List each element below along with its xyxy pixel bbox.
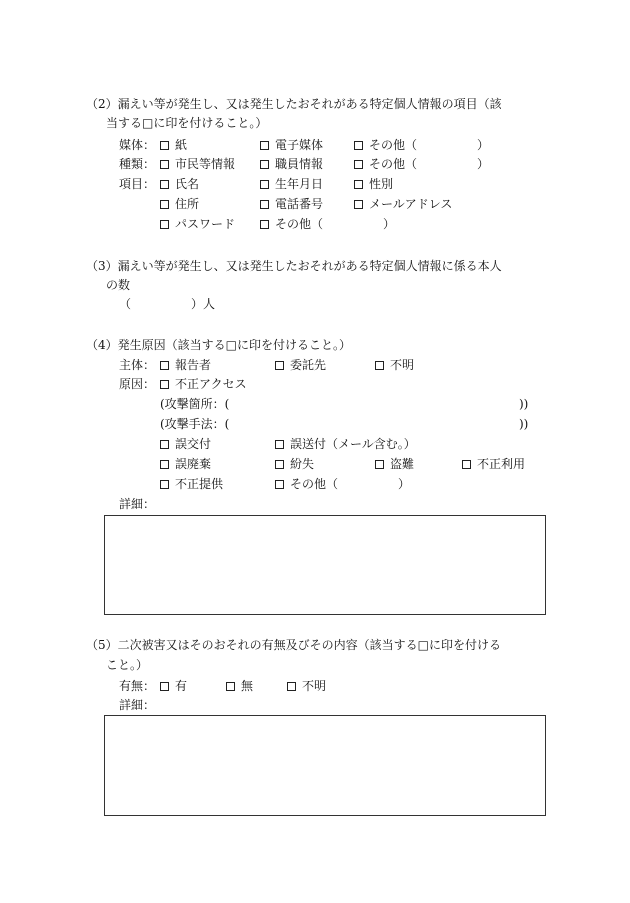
presence-option-unknown[interactable]: 不明 [287, 679, 326, 693]
section-5-detail-textarea[interactable] [104, 715, 546, 816]
checkbox-icon[interactable] [375, 460, 384, 469]
item-option-other[interactable]: その他（ ） [260, 217, 395, 231]
section-2-heading: （2）漏えい等が発生し、又は発生したおそれがある特定個人情報の項目（該 [86, 97, 502, 111]
checkbox-icon[interactable] [354, 160, 363, 169]
section-3-heading: （3）漏えい等が発生し、又は発生したおそれがある特定個人情報に係る本人 [86, 259, 502, 273]
person-count-field[interactable]: （ ）人 [119, 297, 216, 311]
item-option-name[interactable]: 氏名 [160, 177, 199, 191]
checkbox-icon[interactable] [160, 141, 169, 150]
section-2-heading-cont: 当する□に印を付けること。） [106, 116, 268, 130]
actor-option-unknown[interactable]: 不明 [375, 358, 414, 372]
checkbox-icon[interactable] [354, 141, 363, 150]
section-4-detail-label: 詳細： [119, 497, 156, 511]
checkbox-icon[interactable] [160, 200, 169, 209]
cause-option-wrong-disposal[interactable]: 誤廃棄 [160, 457, 211, 471]
section-5-detail-label: 詳細： [119, 698, 156, 712]
checkbox-icon[interactable] [354, 180, 363, 189]
checkbox-icon[interactable] [260, 180, 269, 189]
item-label: 項目： [119, 177, 156, 191]
checkbox-icon[interactable] [160, 460, 169, 469]
cause-label: 原因： [119, 377, 156, 391]
checkbox-icon[interactable] [160, 220, 169, 229]
type-option-other[interactable]: その他（ ） [354, 157, 489, 171]
cause-option-unauthorized-provision[interactable]: 不正提供 [160, 477, 223, 491]
attack-method-close: )) [519, 417, 529, 431]
checkbox-icon[interactable] [375, 361, 384, 370]
presence-option-yes[interactable]: 有 [160, 679, 187, 693]
cause-option-misuse[interactable]: 不正利用 [462, 457, 525, 471]
media-option-other[interactable]: その他（ ） [354, 138, 489, 152]
item-option-email[interactable]: メールアドレス [354, 197, 452, 211]
checkbox-icon[interactable] [260, 141, 269, 150]
checkbox-icon[interactable] [354, 200, 363, 209]
checkbox-icon[interactable] [160, 440, 169, 449]
section-5-heading: （5）二次被害又はそのおそれの有無及びその内容（該当する□に印を付ける [86, 638, 501, 652]
media-option-electronic[interactable]: 電子媒体 [260, 138, 323, 152]
section-4-detail-textarea[interactable] [104, 515, 546, 615]
cause-option-unauthorized-access[interactable]: 不正アクセス [160, 377, 247, 391]
actor-option-contractor[interactable]: 委託先 [275, 358, 326, 372]
checkbox-icon[interactable] [275, 460, 284, 469]
actor-label: 主体： [119, 358, 156, 372]
presence-label: 有無： [119, 679, 156, 693]
presence-option-no[interactable]: 無 [226, 679, 253, 693]
attack-location-label[interactable]: (攻撃箇所：( [160, 397, 230, 411]
checkbox-icon[interactable] [160, 361, 169, 370]
section-3-heading-cont: の数 [106, 278, 131, 292]
attack-location-close: )) [519, 397, 529, 411]
checkbox-icon[interactable] [287, 682, 296, 691]
type-option-citizen[interactable]: 市民等情報 [160, 157, 235, 171]
checkbox-icon[interactable] [275, 440, 284, 449]
checkbox-icon[interactable] [160, 160, 169, 169]
media-label: 媒体： [119, 138, 156, 152]
item-option-gender[interactable]: 性別 [354, 177, 393, 191]
actor-option-reporter[interactable]: 報告者 [160, 358, 211, 372]
cause-option-wrong-delivery[interactable]: 誤交付 [160, 437, 211, 451]
item-option-phone[interactable]: 電話番号 [260, 197, 323, 211]
media-option-paper[interactable]: 紙 [160, 138, 187, 152]
checkbox-icon[interactable] [260, 220, 269, 229]
checkbox-icon[interactable] [462, 460, 471, 469]
checkbox-icon[interactable] [226, 682, 235, 691]
cause-option-theft[interactable]: 盗難 [375, 457, 414, 471]
checkbox-icon[interactable] [160, 380, 169, 389]
checkbox-icon[interactable] [260, 160, 269, 169]
checkbox-icon[interactable] [275, 361, 284, 370]
section-5-heading-cont: こと。） [106, 658, 149, 672]
attack-method-label[interactable]: (攻撃手法：( [160, 417, 230, 431]
cause-option-wrong-sending[interactable]: 誤送付（メール含む。） [275, 437, 416, 451]
item-option-password[interactable]: パスワード [160, 217, 235, 231]
cause-option-other[interactable]: その他（ ） [275, 477, 410, 491]
type-label: 種類： [119, 157, 156, 171]
checkbox-icon[interactable] [160, 180, 169, 189]
item-option-address[interactable]: 住所 [160, 197, 199, 211]
item-option-birthdate[interactable]: 生年月日 [260, 177, 323, 191]
checkbox-icon[interactable] [160, 480, 169, 489]
checkbox-icon[interactable] [160, 682, 169, 691]
cause-option-loss[interactable]: 紛失 [275, 457, 314, 471]
checkbox-icon[interactable] [260, 200, 269, 209]
section-4-heading: （4）発生原因（該当する□に印を付けること。） [86, 338, 351, 352]
type-option-staff[interactable]: 職員情報 [260, 157, 323, 171]
checkbox-icon[interactable] [275, 480, 284, 489]
